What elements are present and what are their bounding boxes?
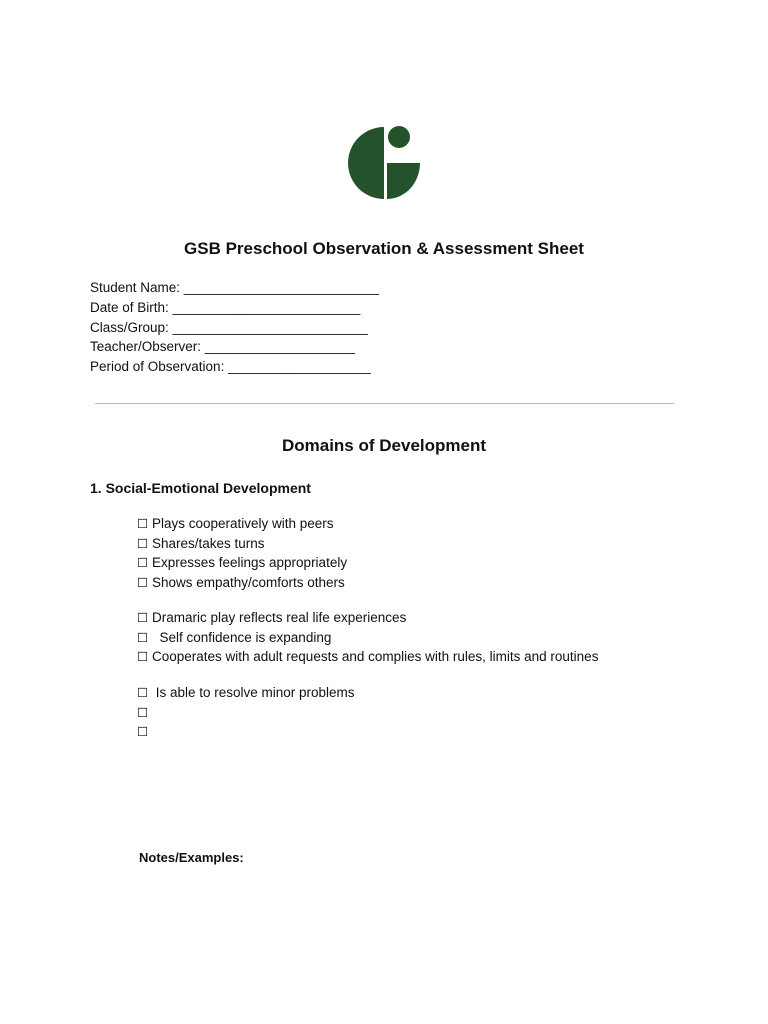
checkbox-icon[interactable]: ☐ bbox=[137, 574, 149, 590]
checklist-item[interactable] bbox=[137, 553, 347, 573]
checkbox-icon[interactable]: ☐ bbox=[137, 685, 149, 700]
notes-label: Notes/Examples: bbox=[139, 850, 244, 865]
checkbox-icon[interactable]: ☐ bbox=[137, 724, 149, 740]
checklist-item-label: Self confidence is expanding bbox=[148, 629, 332, 645]
checkbox-icon[interactable]: ☐ bbox=[137, 704, 149, 720]
checklist-item-empty[interactable] bbox=[137, 722, 355, 742]
checkbox-icon[interactable]: ☐ bbox=[137, 555, 149, 571]
checklist-item-label: Cooperates with adult requests and complies with rules, limits and routines bbox=[148, 649, 599, 665]
student-name-field: Student Name: __________________________ bbox=[90, 280, 380, 295]
checkbox-icon[interactable]: ☐ bbox=[137, 629, 149, 645]
domains-heading: Domains of Development bbox=[281, 436, 487, 455]
horizontal-divider bbox=[95, 403, 674, 404]
checklist-group-2 bbox=[137, 608, 598, 667]
page-title: GSB Preschool Observation & Assessment Sheet bbox=[184, 239, 584, 258]
checkbox-icon[interactable]: ☐ bbox=[137, 610, 149, 625]
checklist-item-label: Shares/takes turns bbox=[148, 535, 265, 551]
checklist-item-label: Shows empathy/comforts others bbox=[148, 574, 345, 590]
checklist-item[interactable] bbox=[137, 608, 598, 628]
checklist-item-label: Dramaric play reflects real life experiences bbox=[148, 610, 407, 625]
gsb-logo bbox=[346, 124, 422, 202]
checklist-item-empty[interactable] bbox=[137, 703, 355, 723]
teacher-observer-field: Teacher/Observer: ____________________ bbox=[90, 339, 355, 355]
checklist-item[interactable] bbox=[137, 628, 598, 648]
checklist-item-label: Is able to resolve minor problems bbox=[148, 685, 355, 700]
student-info-fields bbox=[90, 278, 379, 377]
checklist-group-3 bbox=[137, 683, 355, 742]
checklist-item[interactable] bbox=[137, 573, 347, 593]
observation-period-field: Period of Observation: ___________________ bbox=[90, 359, 371, 375]
checklist-item[interactable] bbox=[137, 647, 598, 667]
checkbox-icon[interactable]: ☐ bbox=[137, 649, 149, 665]
date-of-birth-field: Date of Birth: _________________________ bbox=[90, 299, 361, 315]
class-group-field: Class/Group: __________________________ bbox=[90, 319, 368, 335]
checklist-group-1 bbox=[137, 514, 347, 592]
section-heading-social-emotional: 1. Social-Emotional Development bbox=[90, 480, 311, 496]
checklist-item[interactable] bbox=[137, 683, 355, 703]
checklist-item[interactable] bbox=[137, 514, 347, 534]
checklist-item[interactable] bbox=[137, 534, 347, 554]
checkbox-icon[interactable]: ☐ bbox=[137, 535, 149, 551]
checklist-item-label: Plays cooperatively with peers bbox=[148, 516, 334, 531]
checklist-item-label: Expresses feelings appropriately bbox=[148, 555, 348, 571]
checkbox-icon[interactable]: ☐ bbox=[137, 516, 149, 531]
